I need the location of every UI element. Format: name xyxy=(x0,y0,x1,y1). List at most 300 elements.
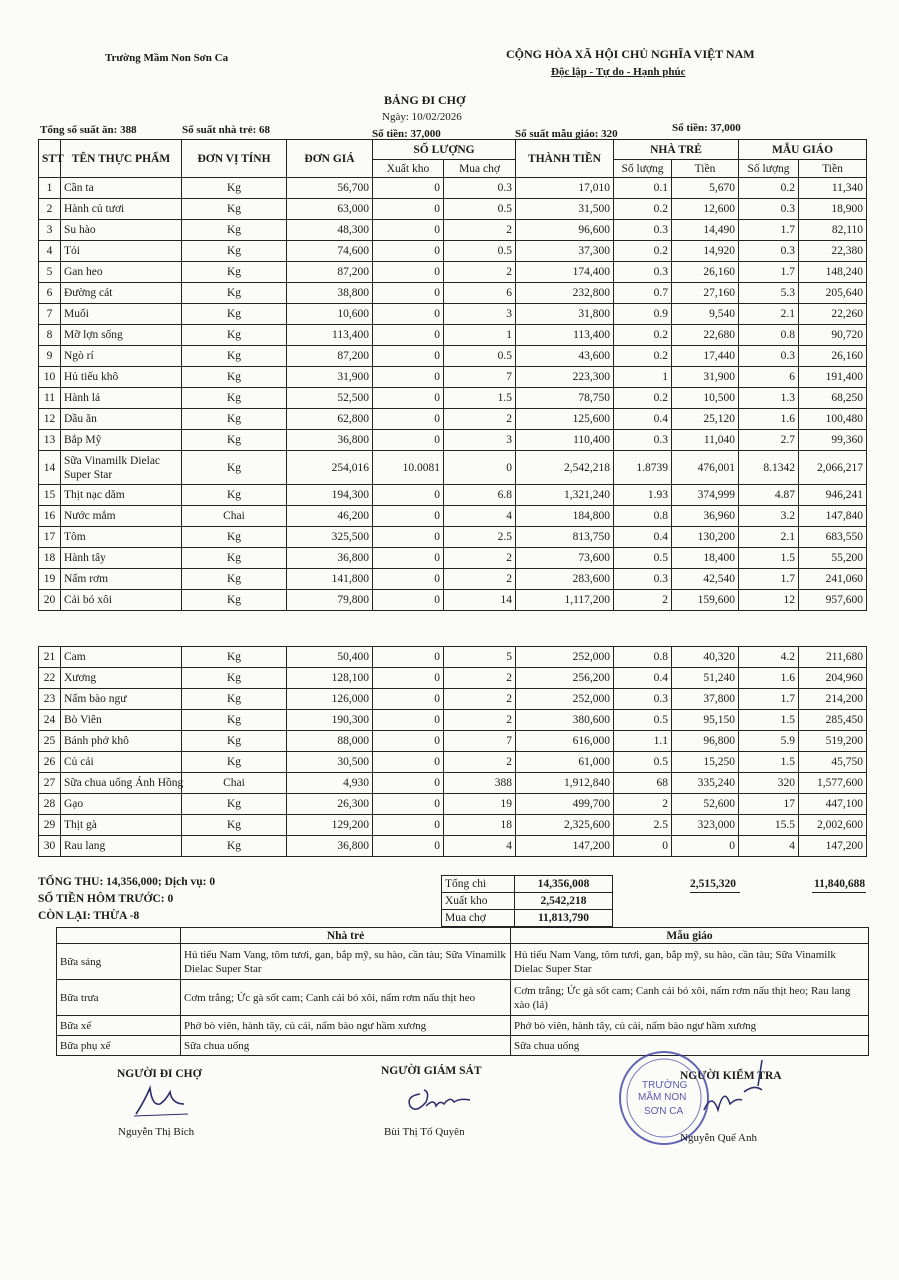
table-cell: 0 xyxy=(373,836,444,857)
col-price: ĐƠN GIÁ xyxy=(287,140,373,178)
kinder-total-underline xyxy=(812,892,866,893)
table-cell: 0 xyxy=(672,836,739,857)
table-cell: 957,600 xyxy=(799,590,867,611)
table-cell: 12,600 xyxy=(672,199,739,220)
table-cell: 0.5 xyxy=(444,346,516,367)
table-cell: 380,600 xyxy=(516,710,614,731)
table-cell: 0.3 xyxy=(614,430,672,451)
table-cell: 0 xyxy=(373,325,444,346)
table-cell: 14 xyxy=(444,590,516,611)
table-cell: 0.3 xyxy=(614,689,672,710)
col-kinder: MẪU GIÁO xyxy=(739,140,867,160)
table-cell: 1.8739 xyxy=(614,451,672,485)
table-cell: 113,400 xyxy=(516,325,614,346)
table-cell: 82,110 xyxy=(799,220,867,241)
kinder-meals: Số suất mẫu giáo: 320 xyxy=(515,128,618,140)
table-cell: 159,600 xyxy=(672,590,739,611)
table-cell: 4 xyxy=(39,241,61,262)
table-cell: 191,400 xyxy=(799,367,867,388)
table-row xyxy=(39,220,867,241)
menu-meal-cell: Bữa sáng xyxy=(57,944,181,980)
remaining-balance: CÒN LẠI: THỪA -8 xyxy=(38,910,140,922)
table-cell: 37,300 xyxy=(516,241,614,262)
table-cell: 0 xyxy=(373,548,444,569)
table-cell: 0.9 xyxy=(614,304,672,325)
table-cell: Muối xyxy=(61,304,182,325)
table-cell: 0 xyxy=(373,569,444,590)
table-cell: 204,960 xyxy=(799,668,867,689)
table-cell: 0.2 xyxy=(614,346,672,367)
table-cell: 1 xyxy=(444,325,516,346)
table-cell: 2.5 xyxy=(614,815,672,836)
table-cell: 17 xyxy=(39,527,61,548)
table-cell: 68 xyxy=(614,773,672,794)
table-cell: 13 xyxy=(39,430,61,451)
nursery-total-underline xyxy=(690,892,740,893)
table-row xyxy=(39,325,867,346)
table-cell: Mỡ lợn sống xyxy=(61,325,182,346)
table-row xyxy=(39,178,867,199)
table-cell: 15.5 xyxy=(739,815,799,836)
table-cell: 1.1 xyxy=(614,731,672,752)
table-cell: 0.3 xyxy=(739,346,799,367)
table-cell: Kg xyxy=(182,409,287,430)
table-cell: 1.7 xyxy=(739,262,799,283)
table-cell: 36,800 xyxy=(287,836,373,857)
table-row xyxy=(39,731,867,752)
table-cell: 0 xyxy=(373,199,444,220)
table-cell: 4,930 xyxy=(287,773,373,794)
table-cell: 7 xyxy=(444,367,516,388)
table-cell: 0 xyxy=(373,304,444,325)
table-cell: Bò Viên xyxy=(61,710,182,731)
col-k-qty: Số lượng xyxy=(739,160,799,178)
table-cell: Thịt nạc dăm xyxy=(61,485,182,506)
table-cell: 100,480 xyxy=(799,409,867,430)
menu-kinder-cell: Cơm trắng; Ức gà sốt cam; Canh cải bó xôi, nấm rơm nấu thịt heo; Rau lang xào (lá) xyxy=(511,980,869,1016)
table-cell: Hành lá xyxy=(61,388,182,409)
table-cell: 325,500 xyxy=(287,527,373,548)
table-cell: 37,800 xyxy=(672,689,739,710)
table-cell: 55,200 xyxy=(799,548,867,569)
table-cell: Rau lang xyxy=(61,836,182,857)
table-cell: Kg xyxy=(182,178,287,199)
table-cell: 22,380 xyxy=(799,241,867,262)
table-cell: 5 xyxy=(444,647,516,668)
table-cell: Kg xyxy=(182,527,287,548)
table-cell: 18 xyxy=(39,548,61,569)
table-cell: 1,117,200 xyxy=(516,590,614,611)
col-unit: ĐƠN VỊ TÍNH xyxy=(182,140,287,178)
col-qty: SỐ LƯỢNG xyxy=(373,140,516,160)
table-cell: 73,600 xyxy=(516,548,614,569)
table-cell: 96,600 xyxy=(516,220,614,241)
table-cell: 17,440 xyxy=(672,346,739,367)
supervisor-signature xyxy=(400,1080,480,1120)
table-cell: 11,040 xyxy=(672,430,739,451)
table-cell: Chai xyxy=(182,773,287,794)
table-cell: Kg xyxy=(182,199,287,220)
table-cell: 0 xyxy=(373,773,444,794)
table-cell: 18,900 xyxy=(799,199,867,220)
table-cell: 254,016 xyxy=(287,451,373,485)
menu-kinder-cell: Phở bò viên, hành tây, củ cải, nấm bào ngư hầm xương xyxy=(511,1016,869,1036)
table-cell: 388 xyxy=(444,773,516,794)
school-name: Trường Mầm Non Sơn Ca xyxy=(105,52,229,64)
table-cell: Sữa chua uống Ánh Hồng xyxy=(61,773,182,794)
table-cell: 813,750 xyxy=(516,527,614,548)
kinder-total: 11,840,688 xyxy=(814,878,866,890)
table-cell: 29 xyxy=(39,815,61,836)
menu-nursery-header: Nhà trẻ xyxy=(181,928,511,944)
table-cell: 45,750 xyxy=(799,752,867,773)
table-row xyxy=(39,815,867,836)
table-cell: 2.1 xyxy=(739,304,799,325)
menu-row xyxy=(57,1016,869,1036)
table-cell: 42,540 xyxy=(672,569,739,590)
table-cell: Tôm xyxy=(61,527,182,548)
total-meals: Tổng số suất ăn: 388 xyxy=(40,124,137,136)
market-table-part2 xyxy=(38,646,867,857)
table-cell: 68,250 xyxy=(799,388,867,409)
table-cell: 126,000 xyxy=(287,689,373,710)
col-k-money: Tiền xyxy=(799,160,867,178)
table-cell: 30 xyxy=(39,836,61,857)
table-cell: 2 xyxy=(444,409,516,430)
table-cell: Bánh phở khô xyxy=(61,731,182,752)
table-cell: 0 xyxy=(373,815,444,836)
table-cell: 22,260 xyxy=(799,304,867,325)
buyer-title: NGƯỜI ĐI CHỢ xyxy=(117,1068,202,1080)
table-cell: 11 xyxy=(39,388,61,409)
table-cell: 0 xyxy=(373,668,444,689)
table-cell: 18 xyxy=(444,815,516,836)
table-cell: Su hào xyxy=(61,220,182,241)
table-cell: 43,600 xyxy=(516,346,614,367)
table-cell: 12 xyxy=(739,590,799,611)
menu-row xyxy=(57,980,869,1016)
table-cell: Hành củ tươi xyxy=(61,199,182,220)
table-cell: 0.3 xyxy=(739,199,799,220)
table-cell: 7 xyxy=(444,731,516,752)
table-cell: 1,912,840 xyxy=(516,773,614,794)
table-cell: 1,577,600 xyxy=(799,773,867,794)
table-cell: 5,670 xyxy=(672,178,739,199)
table-cell: 4 xyxy=(444,506,516,527)
table-cell: 519,200 xyxy=(799,731,867,752)
buyer-signature xyxy=(130,1080,190,1120)
table-cell: Kg xyxy=(182,647,287,668)
col-buy: Mua chợ xyxy=(444,160,516,178)
table-cell: 0.3 xyxy=(739,241,799,262)
table-cell: 0 xyxy=(373,367,444,388)
table-row xyxy=(39,836,867,857)
table-cell: 147,200 xyxy=(516,836,614,857)
table-row xyxy=(39,430,867,451)
table-cell: Kg xyxy=(182,548,287,569)
table-cell: 374,999 xyxy=(672,485,739,506)
table-row xyxy=(39,485,867,506)
table-cell: 5.3 xyxy=(739,283,799,304)
market-table-part1 xyxy=(38,139,867,611)
table-cell: 16 xyxy=(39,506,61,527)
table-cell: 0 xyxy=(373,430,444,451)
table-row xyxy=(39,569,867,590)
table-cell: 0.2 xyxy=(614,241,672,262)
table-cell: 2 xyxy=(39,199,61,220)
table-cell: Ngò rí xyxy=(61,346,182,367)
table-cell: 129,200 xyxy=(287,815,373,836)
table-cell: 15,250 xyxy=(672,752,739,773)
table-cell: 0.5 xyxy=(614,710,672,731)
table-cell: Kg xyxy=(182,710,287,731)
table-cell: 0 xyxy=(373,388,444,409)
table-cell: 99,360 xyxy=(799,430,867,451)
menu-corner xyxy=(57,928,181,944)
menu-meal-cell: Bữa phụ xế xyxy=(57,1036,181,1056)
table-cell: 285,450 xyxy=(799,710,867,731)
table-cell: 10 xyxy=(39,367,61,388)
table-cell: 79,800 xyxy=(287,590,373,611)
table-cell: Kg xyxy=(182,731,287,752)
table-cell: 683,550 xyxy=(799,527,867,548)
table-cell: 17 xyxy=(739,794,799,815)
table-cell: Kg xyxy=(182,668,287,689)
table-cell: 2 xyxy=(444,752,516,773)
table-cell: 0 xyxy=(373,527,444,548)
table-row xyxy=(39,590,867,611)
table-cell: 26 xyxy=(39,752,61,773)
checker-title: NGƯỜI KIỂM TRA xyxy=(680,1070,782,1082)
stock-label: Xuất kho xyxy=(442,893,515,910)
table-cell: 0.4 xyxy=(614,409,672,430)
table-cell: Kg xyxy=(182,283,287,304)
table-cell: Kg xyxy=(182,388,287,409)
table-cell: 125,600 xyxy=(516,409,614,430)
svg-text:TRƯỜNG: TRƯỜNG xyxy=(642,1080,688,1091)
total-spend-label: Tổng chi xyxy=(442,876,515,893)
table-cell: 3 xyxy=(39,220,61,241)
table-cell: 2 xyxy=(444,548,516,569)
table-cell: 0.2 xyxy=(614,388,672,409)
table-cell: 20 xyxy=(39,590,61,611)
buyer-name: Nguyễn Thị Bích xyxy=(118,1126,195,1138)
table-cell: 1.5 xyxy=(444,388,516,409)
document-title: BẢNG ĐI CHỢ xyxy=(384,93,466,107)
table-row xyxy=(39,752,867,773)
table-cell: 0 xyxy=(373,731,444,752)
table-cell: 0 xyxy=(373,220,444,241)
menu-nursery-cell: Phở bò viên, hành tây, củ cải, nấm bào ngư hầm xương xyxy=(181,1016,511,1036)
table-cell: Kg xyxy=(182,220,287,241)
table-cell: 147,200 xyxy=(799,836,867,857)
menu-nursery-cell: Cơm trắng; Ức gà sốt cam; Canh cải bó xôi, nấm rơm nấu thịt heo xyxy=(181,980,511,1016)
table-cell: Hủ tiếu khô xyxy=(61,367,182,388)
table-cell: Kg xyxy=(182,590,287,611)
buy-value: 11,813,790 xyxy=(515,910,613,927)
table-cell: 56,700 xyxy=(287,178,373,199)
table-cell: 52,500 xyxy=(287,388,373,409)
table-cell: 147,840 xyxy=(799,506,867,527)
table-cell: 1.5 xyxy=(739,752,799,773)
table-cell: 1.7 xyxy=(739,689,799,710)
table-cell: 946,241 xyxy=(799,485,867,506)
table-cell: 1.6 xyxy=(739,668,799,689)
table-row xyxy=(39,241,867,262)
table-row xyxy=(39,527,867,548)
table-cell: 14 xyxy=(39,451,61,485)
table-cell: 214,200 xyxy=(799,689,867,710)
table-cell: 0 xyxy=(373,262,444,283)
table-row xyxy=(39,647,867,668)
table-cell: 2 xyxy=(444,569,516,590)
table-cell: 50,400 xyxy=(287,647,373,668)
table-cell: 335,240 xyxy=(672,773,739,794)
table-cell: 10,600 xyxy=(287,304,373,325)
table-cell: 8.1342 xyxy=(739,451,799,485)
table-cell: Cần ta xyxy=(61,178,182,199)
table-row xyxy=(39,710,867,731)
total-spend-value: 14,356,008 xyxy=(515,876,613,893)
table-cell: 2 xyxy=(444,220,516,241)
table-row xyxy=(39,451,867,485)
table-cell: Kg xyxy=(182,794,287,815)
table-cell: 0 xyxy=(373,409,444,430)
table-cell: 24 xyxy=(39,710,61,731)
table-cell: 15 xyxy=(39,485,61,506)
table-cell: Xương xyxy=(61,668,182,689)
nursery-price: Số tiền: 37,000 xyxy=(372,128,441,140)
table-cell: 0.4 xyxy=(614,527,672,548)
table-cell: Đường cát xyxy=(61,283,182,304)
table-cell: 0 xyxy=(373,506,444,527)
table-cell: 1.3 xyxy=(739,388,799,409)
table-cell: 0.2 xyxy=(739,178,799,199)
table-cell: 1.7 xyxy=(739,569,799,590)
table-cell: 2 xyxy=(444,689,516,710)
table-cell: 110,400 xyxy=(516,430,614,451)
table-cell: Nấm bào ngư xyxy=(61,689,182,710)
table-cell: 36,960 xyxy=(672,506,739,527)
table-cell: Kg xyxy=(182,304,287,325)
table-cell: Nấm rơm xyxy=(61,569,182,590)
table-cell: 0.3 xyxy=(614,569,672,590)
table-cell: Thịt gà xyxy=(61,815,182,836)
table-cell: 174,400 xyxy=(516,262,614,283)
buy-label: Mua chợ xyxy=(442,910,515,927)
table-cell: 0.4 xyxy=(614,668,672,689)
table-cell: 194,300 xyxy=(287,485,373,506)
table-cell: 0.5 xyxy=(614,752,672,773)
table-cell: 36,800 xyxy=(287,430,373,451)
table-cell: 17,010 xyxy=(516,178,614,199)
table-cell: 22 xyxy=(39,668,61,689)
table-cell: 27,160 xyxy=(672,283,739,304)
table-cell: 2,066,217 xyxy=(799,451,867,485)
menu-meal-cell: Bữa xế xyxy=(57,1016,181,1036)
table-cell: 476,001 xyxy=(672,451,739,485)
svg-text:SƠN CA: SƠN CA xyxy=(644,1106,684,1117)
table-cell: 128,100 xyxy=(287,668,373,689)
table-cell: 0.5 xyxy=(444,199,516,220)
table-cell: 25,120 xyxy=(672,409,739,430)
table-cell: 31,500 xyxy=(516,199,614,220)
table-cell: 211,680 xyxy=(799,647,867,668)
menu-kinder-cell: Hủ tiếu Nam Vang, tôm tươi, gan, bắp mỹ, su hào, cần tàu; Sữa Vinamilk Dielac Super Star xyxy=(511,944,869,980)
table-cell: 19 xyxy=(39,569,61,590)
col-n-qty: Số lượng xyxy=(614,160,672,178)
menu-kinder-header: Mẫu giáo xyxy=(511,928,869,944)
table-row xyxy=(39,794,867,815)
table-cell: Nước mắm xyxy=(61,506,182,527)
table-cell: 96,800 xyxy=(672,731,739,752)
svg-text:MẦM NON: MẦM NON xyxy=(638,1092,687,1103)
table-cell: 2 xyxy=(444,710,516,731)
table-cell: 1.5 xyxy=(739,710,799,731)
table-cell: Sữa Vinamilk Dielac Super Star xyxy=(61,451,182,485)
table-cell: 22,680 xyxy=(672,325,739,346)
total-income: TỔNG THU: 14,356,000; Dịch vụ: 0 xyxy=(38,876,216,888)
table-cell: Kg xyxy=(182,430,287,451)
table-cell: 252,000 xyxy=(516,647,614,668)
table-cell: 6 xyxy=(444,283,516,304)
table-cell: 0 xyxy=(444,451,516,485)
table-cell: 6.8 xyxy=(444,485,516,506)
table-cell: Kg xyxy=(182,346,287,367)
table-cell: 31,900 xyxy=(287,367,373,388)
table-cell: Chai xyxy=(182,506,287,527)
table-cell: 4.2 xyxy=(739,647,799,668)
table-cell: 2 xyxy=(444,668,516,689)
table-cell: 141,800 xyxy=(287,569,373,590)
table-cell: 48,300 xyxy=(287,220,373,241)
table-cell: 23 xyxy=(39,689,61,710)
table-cell: 0 xyxy=(373,752,444,773)
table-cell: 28 xyxy=(39,794,61,815)
table-cell: 2.1 xyxy=(739,527,799,548)
col-food: TÊN THỰC PHẨM xyxy=(61,140,182,178)
table-cell: 90,720 xyxy=(799,325,867,346)
table-cell: 21 xyxy=(39,647,61,668)
table-row xyxy=(39,262,867,283)
menu-meal-cell: Bữa trưa xyxy=(57,980,181,1016)
table-cell: 0 xyxy=(373,485,444,506)
col-nursery: NHÀ TRẺ xyxy=(614,140,739,160)
table-cell: 148,240 xyxy=(799,262,867,283)
table-cell: 10,500 xyxy=(672,388,739,409)
table-cell: 87,200 xyxy=(287,262,373,283)
table-cell: 88,000 xyxy=(287,731,373,752)
table-cell: 0.8 xyxy=(614,506,672,527)
stock-value: 2,542,218 xyxy=(515,893,613,910)
table-cell: 0.2 xyxy=(614,325,672,346)
table-cell: Kg xyxy=(182,836,287,857)
table-cell: 0 xyxy=(373,647,444,668)
table-cell: 0 xyxy=(373,346,444,367)
menu-row xyxy=(57,944,869,980)
table-cell: 1 xyxy=(39,178,61,199)
table-cell: 0 xyxy=(373,689,444,710)
table-cell: Gan heo xyxy=(61,262,182,283)
kinder-price: Số tiền: 37,000 xyxy=(672,122,741,134)
menu-kinder-cell: Sữa chua uống xyxy=(511,1036,869,1056)
table-cell: 26,300 xyxy=(287,794,373,815)
menu-nursery-cell: Hủ tiếu Nam Vang, tôm tươi, gan, bắp mỹ, su hào, cần tàu; Sữa Vinamilk Dielac Super Star xyxy=(181,944,511,980)
table-cell: 14,490 xyxy=(672,220,739,241)
table-cell: 19 xyxy=(444,794,516,815)
table-cell: Gạo xyxy=(61,794,182,815)
table-cell: 0.7 xyxy=(614,283,672,304)
